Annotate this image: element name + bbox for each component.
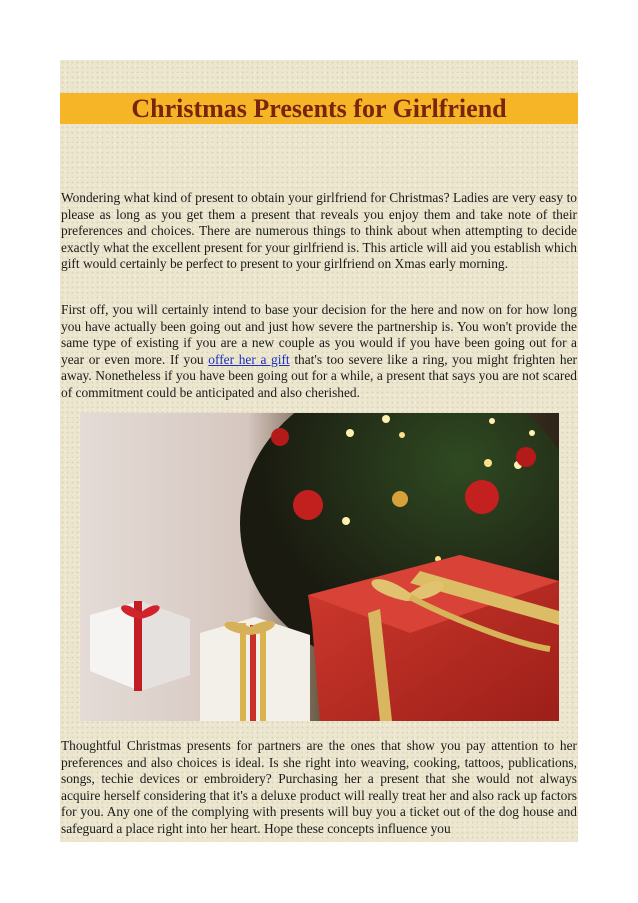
paragraph-text-after-link: that's too severe like a ring, you might frighten her away. Nonetheless if you have been going out for a while, a present that says you are not scared of commitment could be anticipated and also cherished. <box>61 351 577 400</box>
paragraph-intro: Wondering what kind of present to obtain your girlfriend for Christmas? Ladies are very easy to please as long as you get them a present that reveals you enjoy them and take note of their preferences and choices. There are numerous things to think about when attempting to decide exactly what the excellent present for your girlfriend is. This article will aid you establish which gift would certainly be perfect to present to your girlfriend on Xmas early morning. <box>61 190 577 272</box>
striped-gift <box>200 617 310 721</box>
paragraph-thoughtful-presents: Thoughtful Christmas presents for partners are the ones that show you pay attention to her preferences and also choices is ideal. Is she right into weaving, cooking, tattoos, publications, songs, techie devices or embroidery? Purchasing her a present that she would not always acquire herself considering that it's a deluxe product will really treat her and also rack up factors for you. Any one of the complying with presents will buy you a ticket out of the dog house and safeguard a place right into her heart. Hope these concepts influence you <box>61 738 577 836</box>
christmas-gifts-illustration <box>80 413 559 721</box>
document-page <box>60 60 578 842</box>
page-title: Christmas Presents for Girlfriend <box>131 93 507 123</box>
paragraph-text-before-link: First off, you will certainly intend to base your decision for the here and now on for how long you have actually been going out and just how severe the partnership is. You won't provide the same type of existing if you are a new couple as you would if you have been going out for a year or even more. If you <box>61 302 577 367</box>
offer-her-a-gift-link[interactable]: offer her a gift <box>208 351 290 367</box>
title-banner <box>60 93 578 124</box>
paragraph-relationship <box>61 302 577 402</box>
christmas-gifts-photo <box>80 413 559 721</box>
